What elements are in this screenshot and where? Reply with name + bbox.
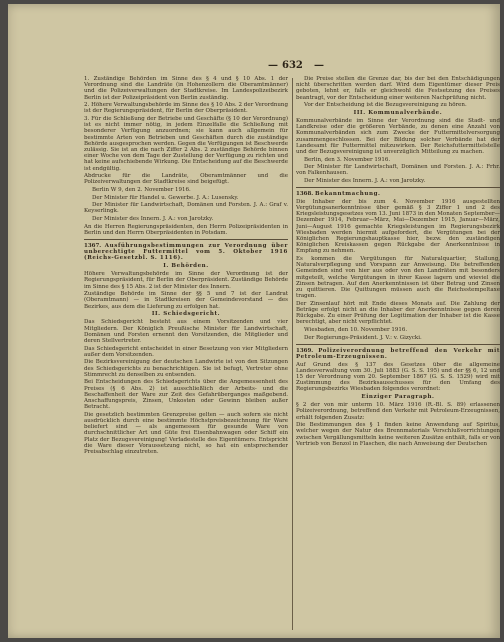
- paragraph: Der Minister des Innern. J. A.: von Jarotzky.: [304, 178, 426, 184]
- paragraph: Zuständige Behörde im Sinne der §§ 5 und 7 ist der Landrat (Oberamtmann) — in Stadtkreisen der Gemeindevorstand — des Bezirkes, aus dem die Lieferung zu erfolgen hat.: [84, 291, 288, 310]
- paragraph: [296, 191, 500, 197]
- paragraph: [84, 243, 288, 262]
- section-heading: II. Schiedsgericht.: [151, 311, 221, 318]
- paragraph: An die Herren Regierungspräsidenten, den Herrn Polizeipräsidenten in Berlin und den Herrn Oberpräsidenten in Potsdam.: [84, 223, 288, 236]
- paragraph: Die gesetzlich bestimmten Grenzpreise gelten — auch sofern sie nicht ausdrücklich durch eine bestimmte Höchstpreisbezeichnung für Ware beliefert sind — als angemessen für gesunde Ware von durchschnittlicher Art und Güte frei Eisenbahnwagen oder Schiff ein Platz der Bezugsvereinigung! Verladestelle des Eigentümers. Entspricht die Ware dieser Voraussetzung nicht, so hat ein entsprechender Preisabschlag einzutreten.: [84, 411, 288, 456]
- paragraph: Vor der Entscheidung ist die Bezugsvereinigung zu hören.: [304, 102, 467, 109]
- paragraph: 1. Zuständige Behörden im Sinne des § 4 und § 10 Abs. 1 der Verordnung sind die Landräte (in Hohenzollern die Oberamtmänner) und die Polizeiverwaltungen der Stadtkreise. Im Landespolizeibezirk Berlin ist der Polizeipräsident von Berlin zuständig.: [84, 76, 288, 101]
- paragraph: Wiesbaden, den 10. November 1916.: [304, 327, 408, 334]
- section-divider: [296, 344, 500, 345]
- paragraph: Bei Entscheidungen des Schiedsgerichts über die Angemessenheit des Preises (§ 6 Abs. 2) ist ausschließlich der Arbeits- und die Beschaffenheit der Ware zur Zeit des Gefahrüberganges maßgebend. Anschaffungspreis, Zinsen, Unkosten oder Gewinn bleiben außer Betracht.: [84, 379, 288, 411]
- paragraph: Der Minister für Handel u. Gewerbe. J. A.: Lusensky.: [92, 194, 239, 201]
- paragraph: Der Minister für Landwirtschaft, Domänen und Forsten. J. A.: Graf v. Keyserlingk.: [84, 202, 288, 215]
- paragraph: Das Schiedsgericht entscheidet in einer Besetzung von vier Mitgliedern außer dem Vorsitzenden.: [84, 345, 288, 358]
- right-column: [296, 76, 500, 632]
- paragraph: Der Zinsenlauf hört mit Ende dieses Monats auf. Die Zahlung der Beträge erfolgt nicht an die Inhaber der Anerkenntnisse gegen deren Rückgabe. Zu einer Prüfung der Legitimation der Inhaber ist die Kasse berechtigt, aber nicht verpflichtet.: [296, 300, 500, 326]
- section-heading: III. Kommunalverbände.: [353, 109, 443, 116]
- page-header: [68, 60, 480, 76]
- item-number: 1368.: [296, 191, 314, 198]
- header-dash-left: —: [268, 60, 278, 71]
- paragraph: Die Inhaber der bis zum 4. November 1916 ausgestellten Vergütungsanerkenntnisse über gemäß § 3 Ziffer 1 und 2 des Kriegsleistungsgesetzes vom 13. Juni 1873 in den Monaten September—Dezember 1914, Februar—März, Mai—Dezember 1915, Januar—März, Juni—August 1916 gemachte Kriegsleistungen im Regierungsbezirk Wiesbaden werden hiermit aufgefordert, die Vergütungen bei der Königlichen Regierungshauptkasse hier, bezw. den zuständigen Königlichen Kreiskassen gegen Rückgabe der Anerkenntnisse in Empfang zu nehmen.: [296, 198, 500, 255]
- paragraph: 2. Höhere Verwaltungsbehörde im Sinne des § 10 Abs. 2 der Verordnung ist der Regierungspräsident, für Berlin der Oberpräsident.: [84, 102, 288, 115]
- paragraph: Berlin, den 3. November 1916.: [304, 156, 391, 163]
- paragraph: Höhere Verwaltungsbehörde im Sinne der Verordnung ist der Regierungspräsident, für Berlin der Oberpräsident. Zuständige Behörde im Sinne des § 15 Abs. 2 ist der Minister des Innern.: [84, 271, 288, 290]
- paragraph: Abdrucke für die Landräte, Oberamtmänner und die Polizeiverwaltungen der Stadtkreise sind beigefügt.: [84, 173, 288, 186]
- header-dash-right: —: [314, 60, 324, 71]
- item-title: Ausführungsbestimmungen zur Verordnung über unberechtigte Futtermittel vom 5. Oktober 1916 (Reichs-Gesetzbl. S. 1116).: [84, 243, 288, 262]
- paragraph: Die Bezirksvereinigung der deutschen Landwirte ist von den Sitzungen des Schiedsgerichts zu benachrichtigen. Sie ist befugt, Vertreter ohne Stimmrecht zu denselben zu entsenden.: [84, 359, 288, 378]
- paragraph: Kommunalverbände im Sinne der Verordnung sind die Stadt- und Landkreise oder die größeren Verbände, zu denen eine Anzahl von Kommunalverbänden sich zum Zwecke der Futtermittelversorgung zusammengeschlossen. Bei der Bildung solcher Verbände hat der Landesamt für Futtermittel mitzuwirken. Der Reichsfuttermittelstelle und der Bezugsvereinigung ist unverzüglich Mitteilung zu machen.: [296, 118, 500, 156]
- paragraph: Der Minister des Innern. J. A.: von Jarotzky.: [92, 216, 214, 222]
- section-divider: [296, 187, 500, 188]
- paragraph: § 2 der von mir unterm 10. März 1916 (R.-Bl. S. 89) erlassenen Polizeiverordnung, betreffend den Verkehr mit Petroleum-Erzeugnissen, erhält folgenden Zusatz:: [296, 402, 500, 421]
- paragraph: [296, 348, 500, 360]
- paragraph: Die Preise stellen die Grenze dar, bis der bei den Entschädigungen nicht überschritten werden darf. Wird dem Eigentümer dieser Preis geboten, lehnt er, falls er gleichwohl die Festsetzung des Preises beantragt, vor der Entscheidung einer weiteren Nachprüfung nicht.: [296, 76, 500, 101]
- paragraph: Es kommen die Vergütungen für Naturalquartier, Stallung, Naturalverpflegung und Vorspann zur Anweisung. Die betreffenden Gemeinden sind von hier aus oder von den Landräten mit besonders mitgeteilt, welche Vergütungen in ihrer Kasse lagern und wieviel die Zinsen betragen. Auf den Anerkenntnissen ist über Betrag und Zinsen zu quittieren. Die Quittungen müssen auch die Reichsstempeltaxe tragen.: [296, 256, 500, 300]
- paragraph: Das Schiedsgericht besteht aus einem Vorsitzenden und vier Mitgliedern. Der Königlich Preußische Minister für Landwirtschaft, Domänen und Forsten ernennt den Vorsitzenden, die Mitglieder und deren Stellvertreter.: [84, 319, 288, 345]
- section-divider: [84, 239, 288, 240]
- section-heading: Einziger Paragraph.: [361, 394, 435, 401]
- paragraph: Der Regierungs-Präsident. J. V.: v. Gizycki.: [304, 334, 422, 341]
- item-number: 1369.: [296, 347, 314, 354]
- document-page: [8, 4, 500, 638]
- item-number: 1367.: [84, 243, 102, 249]
- item-title: Polizeiverordnung betreffend den Verkehr mit Petroleum-Erzeugnissen.: [296, 347, 500, 361]
- paragraph: 3. Für die Schließung der Betriebe und Geschäfte (§ 10 der Verordnung) ist es nicht immer nötig, in jedem Einzelfalle die Schließung mit besonderer Verfügung anzuordnen; sie kann auch allgemein für bestimmte Arten von Betrieben und Geschäften durch die zuständige Behörde ausgesprochen werden. Gegen die Verfügungen ist Beschwerde zulässig. Sie ist an die nach Ziffer 2 Abs. 2 zuständige Behörde binnen einer Woche von dem Tage der Zustellung der Verfügung zu richten und hat keine aufschiebende Wirkung. Die Entscheidung auf die Beschwerde ist endgültig.: [84, 116, 288, 172]
- item-title: Bekanntmachung.: [314, 191, 381, 198]
- paragraph: Der Minister für Landwirtschaft, Domänen und Forsten. J. A.: Frhr. von Falkenhausen.: [296, 164, 500, 177]
- section-heading: I. Behörden.: [163, 263, 209, 269]
- paragraph: Berlin W 9, den 2. November 1916.: [92, 187, 191, 194]
- left-column: [84, 76, 288, 632]
- column-divider: [292, 78, 293, 630]
- paragraph: Die Bestimmungen des § 1 finden keine Anwendung auf Spiritus, welcher wegen der Natur des Brennmaterials Verschlußvorrichtungen zwischen Vergällungsmitteln keine weiteren Zusätze enthält, falls er von Vertrieb von Benzol in Flaschen, die nach Anweisung der Deutschen: [296, 422, 500, 447]
- paragraph: Auf Grund des § 137 des Gesetzes über die allgemeine Landesverwaltung vom 30. Juli 1883 (G. S. S. 195) und der §§ 6, 12 und 15 der Verordnung vom 20. September 1867 (G. S. S. 1529) wird mit Zustimmung des Bezirksausschusses für den Umfang des Regierungsbezirks Wiesbaden folgendes verordnet:: [296, 361, 500, 393]
- page-number: 632: [282, 60, 303, 71]
